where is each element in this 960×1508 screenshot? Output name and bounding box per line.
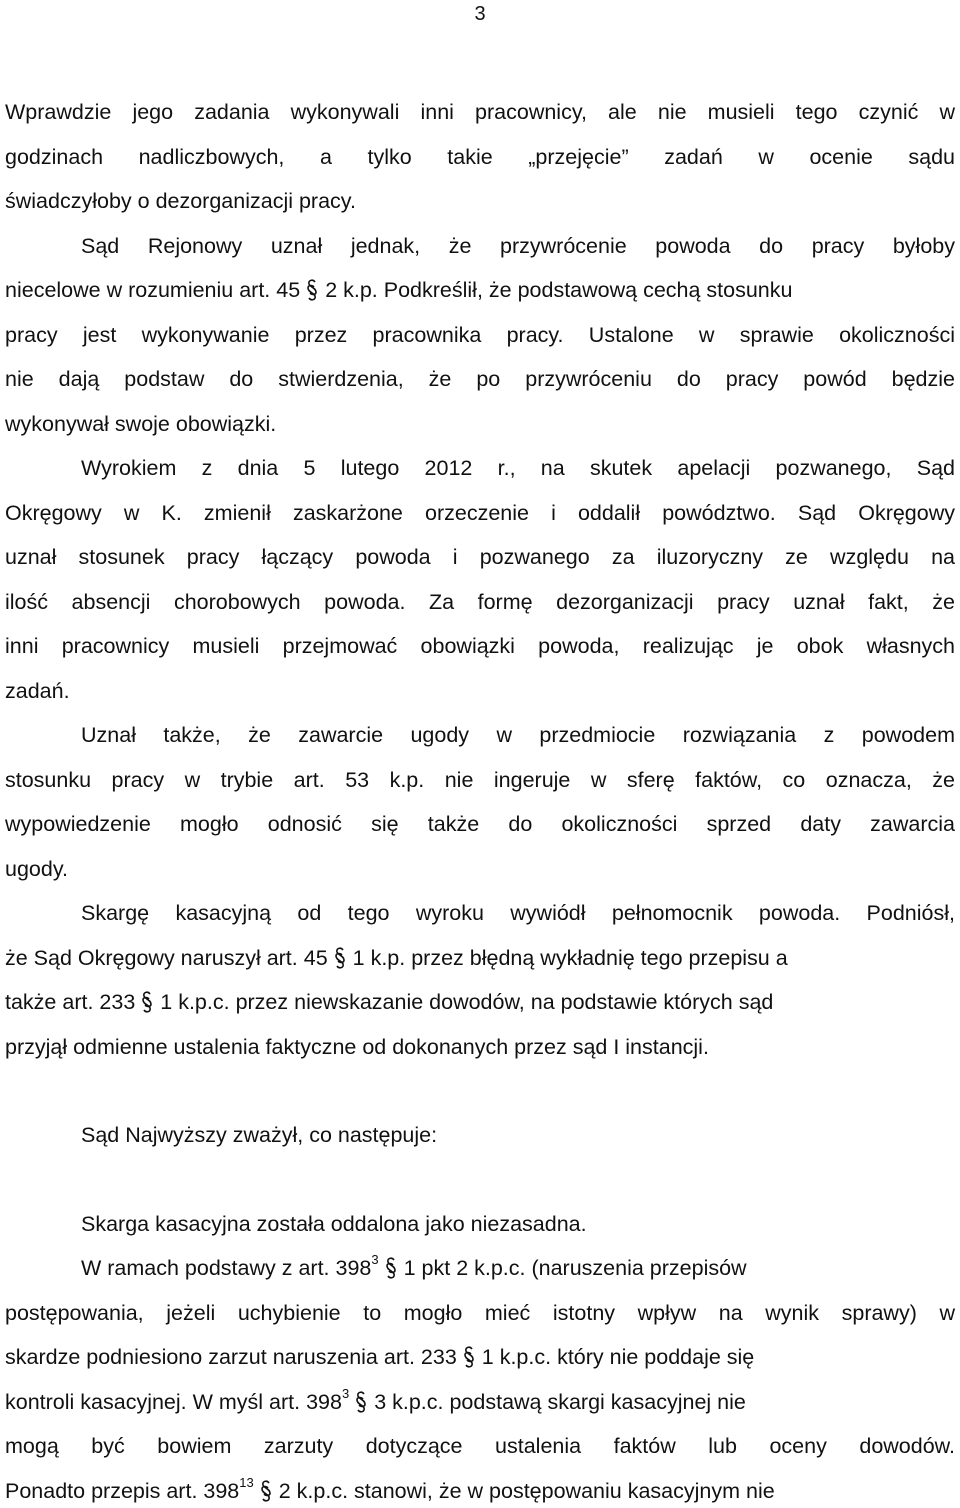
text-line: Wprawdzie jego zadania wykonywali inni pracownicy, ale nie musieli tego czynić w bbox=[5, 100, 955, 124]
text-line: nie dają podstaw do stwierdzenia, że po przywróceniu do pracy powód będzie bbox=[5, 367, 955, 391]
text-line: pracy jest wykonywanie przez pracownika pracy. Ustalone w sprawie okoliczności bbox=[5, 323, 955, 347]
text-line: także art. 233 1 k.p.c. przez niewskazanie dowodów, na podstawie których sąd bbox=[5, 987, 955, 1017]
text-line: Okręgowy w K. zmienił zaskarżone orzeczenie i oddalił powództwo. Sąd Okręgowy bbox=[5, 501, 955, 525]
text-line: Wyrokiem z dnia 5 lutego 2012 r., na skutek apelacji pozwanego, Sąd bbox=[81, 456, 955, 480]
text-line: zadań. bbox=[5, 679, 70, 703]
text-line: Skarga kasacyjna została oddalona jako niezasadna. bbox=[81, 1212, 587, 1236]
text-line: skardze podniesiono zarzut naruszenia art. 233 1 k.p.c. który nie poddaje się bbox=[5, 1342, 955, 1372]
text-line: postępowania, jeżeli uchybienie to mogło mieć istotny wpływ na wynik sprawy) w bbox=[5, 1301, 955, 1325]
text-line: mogą być bowiem zarzuty dotyczące ustalenia faktów lub oceny dowodów. bbox=[5, 1434, 955, 1458]
text-line: Uznał także, że zawarcie ugody w przedmiocie rozwiązania z powodem bbox=[81, 723, 955, 747]
section-sign-icon bbox=[334, 943, 346, 973]
text-line: kontroli kasacyjnej. W myśl art. $398^3$ 3 k.p.c. podstawą skargi kasacyjnej nie bbox=[5, 1387, 955, 1417]
section-heading: Sąd Najwyższy zważył, co następuje: bbox=[81, 1123, 438, 1147]
text-line: uznał stosunek pracy łączący powoda i pozwanego za iluzoryczny ze względu na bbox=[5, 545, 955, 569]
text-line: świadczyłoby o dezorganizacji pracy. bbox=[5, 189, 356, 213]
section-sign-icon bbox=[141, 987, 153, 1017]
text-line: wypowiedzenie mogło odnosić się także do okoliczności sprzed daty zawarcia bbox=[5, 812, 955, 836]
text-line: stosunku pracy w trybie art. 53 k.p. nie ingeruje w sferę faktów, co oznacza, że bbox=[5, 768, 955, 792]
section-sign-icon bbox=[260, 1476, 272, 1506]
text-line: przyjął odmienne ustalenia faktyczne od dokonanych przez sąd I instancji. bbox=[5, 1035, 709, 1059]
text-line: że Sąd Okręgowy naruszył art. 45 1 k.p. przez błędną wykładnię tego przepisu a bbox=[5, 943, 955, 973]
text-line: wykonywał swoje obowiązki. bbox=[5, 412, 277, 436]
text-line: W ramach podstawy z art. $398^3$ 1 pkt 2 k.p.c. (naruszenia przepisów bbox=[81, 1253, 955, 1283]
text-line: niecelowe w rozumieniu art. 45 2 k.p. Podkreślił, że podstawową cechą stosunku bbox=[5, 275, 955, 305]
page-number: 3 bbox=[474, 3, 486, 25]
text-line: inni pracownicy musieli przejmować obowiązki powoda, realizując je obok własnych bbox=[5, 634, 955, 658]
section-sign-icon bbox=[355, 1387, 367, 1417]
section-sign-icon bbox=[306, 275, 318, 305]
text-line: Skargę kasacyjną od tego wyroku wywiódł pełnomocnik powoda. Podniósł, bbox=[81, 901, 955, 925]
section-sign-icon bbox=[463, 1342, 475, 1372]
text-line: ugody. bbox=[5, 857, 68, 881]
text-line: Ponadto przepis art. $398^{13}$ 2 k.p.c. stanowi, że w postępowaniu kasacyjnym nie bbox=[5, 1476, 955, 1506]
section-sign-icon bbox=[385, 1253, 397, 1283]
text-line: Sąd Rejonowy uznał jednak, że przywrócenie powoda do pracy byłoby bbox=[81, 234, 955, 258]
text-line: godzinach nadliczbowych, a tylko takie „przejęcie” zadań w ocenie sądu bbox=[5, 145, 955, 169]
text-line: ilość absencji chorobowych powoda. Za formę dezorganizacji pracy uznał fakt, że bbox=[5, 590, 955, 614]
